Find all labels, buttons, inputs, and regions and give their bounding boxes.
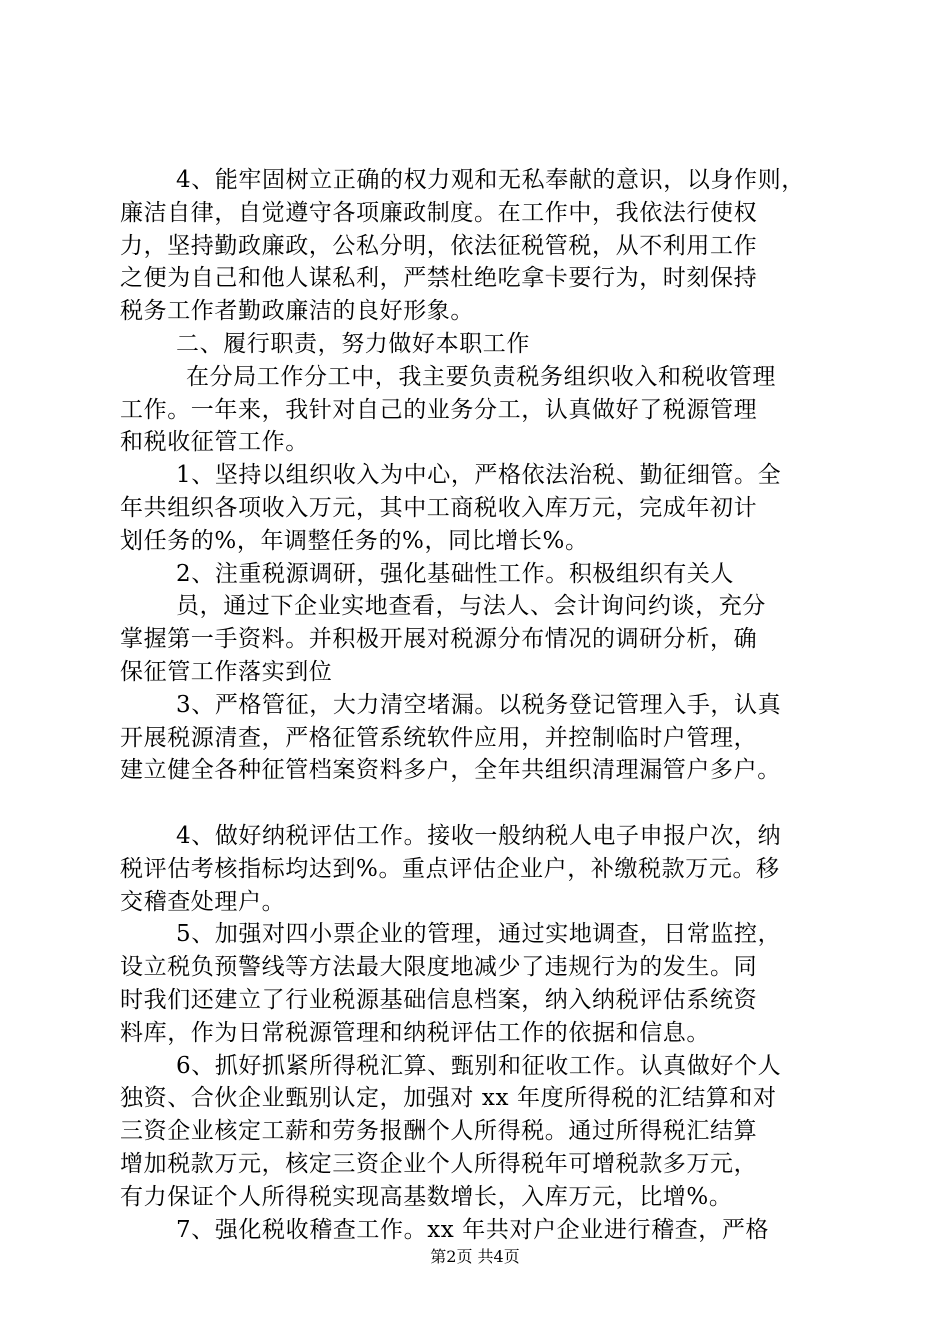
intro-line-3: 和税收征管工作。 (120, 429, 309, 456)
item-4-line-3: 交稽查处理户。 (120, 888, 286, 915)
paragraph-4-line-4: 之便为自己和他人谋私利，严禁杜绝吃拿卡要行为，时刻保持 (120, 265, 758, 292)
item-5-line-4: 料库，作为日常税源管理和纳税评估工作的依据和信息。 (120, 1019, 710, 1046)
item-5-line-1: 5、加强对四小票企业的管理，通过实地调查，日常监控， (176, 921, 782, 948)
item-5-line-2: 设立税负预警线等方法最大限度地减少了违规行为的发生。同 (120, 954, 758, 981)
item-1-line-2: 年共组织各项收入万元，其中工商税收入库万元，完成年初计 (120, 495, 758, 521)
section-heading-2: 二、履行职责，努力做好本职工作 (176, 331, 530, 357)
item-1-line-1: 1、坚持以组织收入为中心，严格依法治税、勤征细管。全 (176, 462, 782, 489)
item-1-line-3: 划任务的%，年调整任务的%，同比增长%。 (120, 527, 589, 554)
item-6-line-1: 6、抓好抓紧所得税汇算、甄别和征收工作。认真做好个人 (176, 1052, 782, 1079)
item-6-line-3: 三资企业核定工薪和劳务报酬个人所得税。通过所得税汇结算 (120, 1118, 758, 1145)
item-6-line-5: 有力保证个人所得税实现高基数增长，入库万元，比增%。 (120, 1183, 733, 1210)
item-6-line-2: 独资、合伙企业甄别认定，加强对 xx 年度所得税的汇结算和对 (120, 1085, 777, 1112)
item-3-line-3: 建立健全各种征管档案资料多户，全年共组织清理漏管户多户。 (120, 757, 781, 784)
item-4-line-2: 税评估考核指标均达到%。重点评估企业户，补缴税款万元。移 (120, 855, 780, 882)
item-3-line-2: 开展税源清查，严格征管系统软件应用，并控制临时户管理， (120, 724, 758, 751)
item-6-line-4: 增加税款万元，核定三资企业个人所得税年可增税款多万元， (120, 1151, 758, 1177)
item-2-line-2: 员，通过下企业实地查看，与法人、会计询问约谈，充分 (176, 593, 766, 620)
paragraph-4-line-3: 力，坚持勤政廉政，公私分明，依法征税管税，从不利用工作 (120, 232, 758, 259)
item-5-line-3: 时我们还建立了行业税源基础信息档案，纳入纳税评估系统资 (120, 987, 758, 1013)
paragraph-4-line-5: 税务工作者勤政廉洁的良好形象。 (120, 298, 474, 325)
item-3-line-1: 3、严格管征，大力清空堵漏。以税务登记管理入手，认真 (176, 691, 782, 718)
paragraph-4-line-2: 廉洁自律，自觉遵守各项廉政制度。在工作中，我依法行使权 (120, 199, 758, 226)
intro-line-2: 工作。一年来，我针对自己的业务分工，认真做好了税源管理 (120, 396, 758, 423)
item-7-line-1: 7、强化税收稽查工作。xx 年共对户企业进行稽查，严格 (176, 1216, 770, 1243)
page-footer: 第2页 共4页 (430, 1247, 520, 1266)
item-2-line-4: 保征管工作落实到位 (120, 659, 333, 685)
intro-line-1: 在分局工作分工中，我主要负责税务组织收入和税收管理 (186, 363, 776, 390)
item-2-line-3: 掌握第一手资料。并积极开展对税源分布情况的调研分析，确 (120, 626, 758, 653)
item-4-line-1: 4、做好纳税评估工作。接收一般纳税人电子申报户次，纳 (176, 823, 782, 849)
item-2-line-1: 2、注重税源调研，强化基础性工作。积极组织有关人 (176, 560, 735, 587)
paragraph-4-line-1: 4、能牢固树立正确的权力观和无私奉献的意识，以身作则， (176, 167, 805, 193)
